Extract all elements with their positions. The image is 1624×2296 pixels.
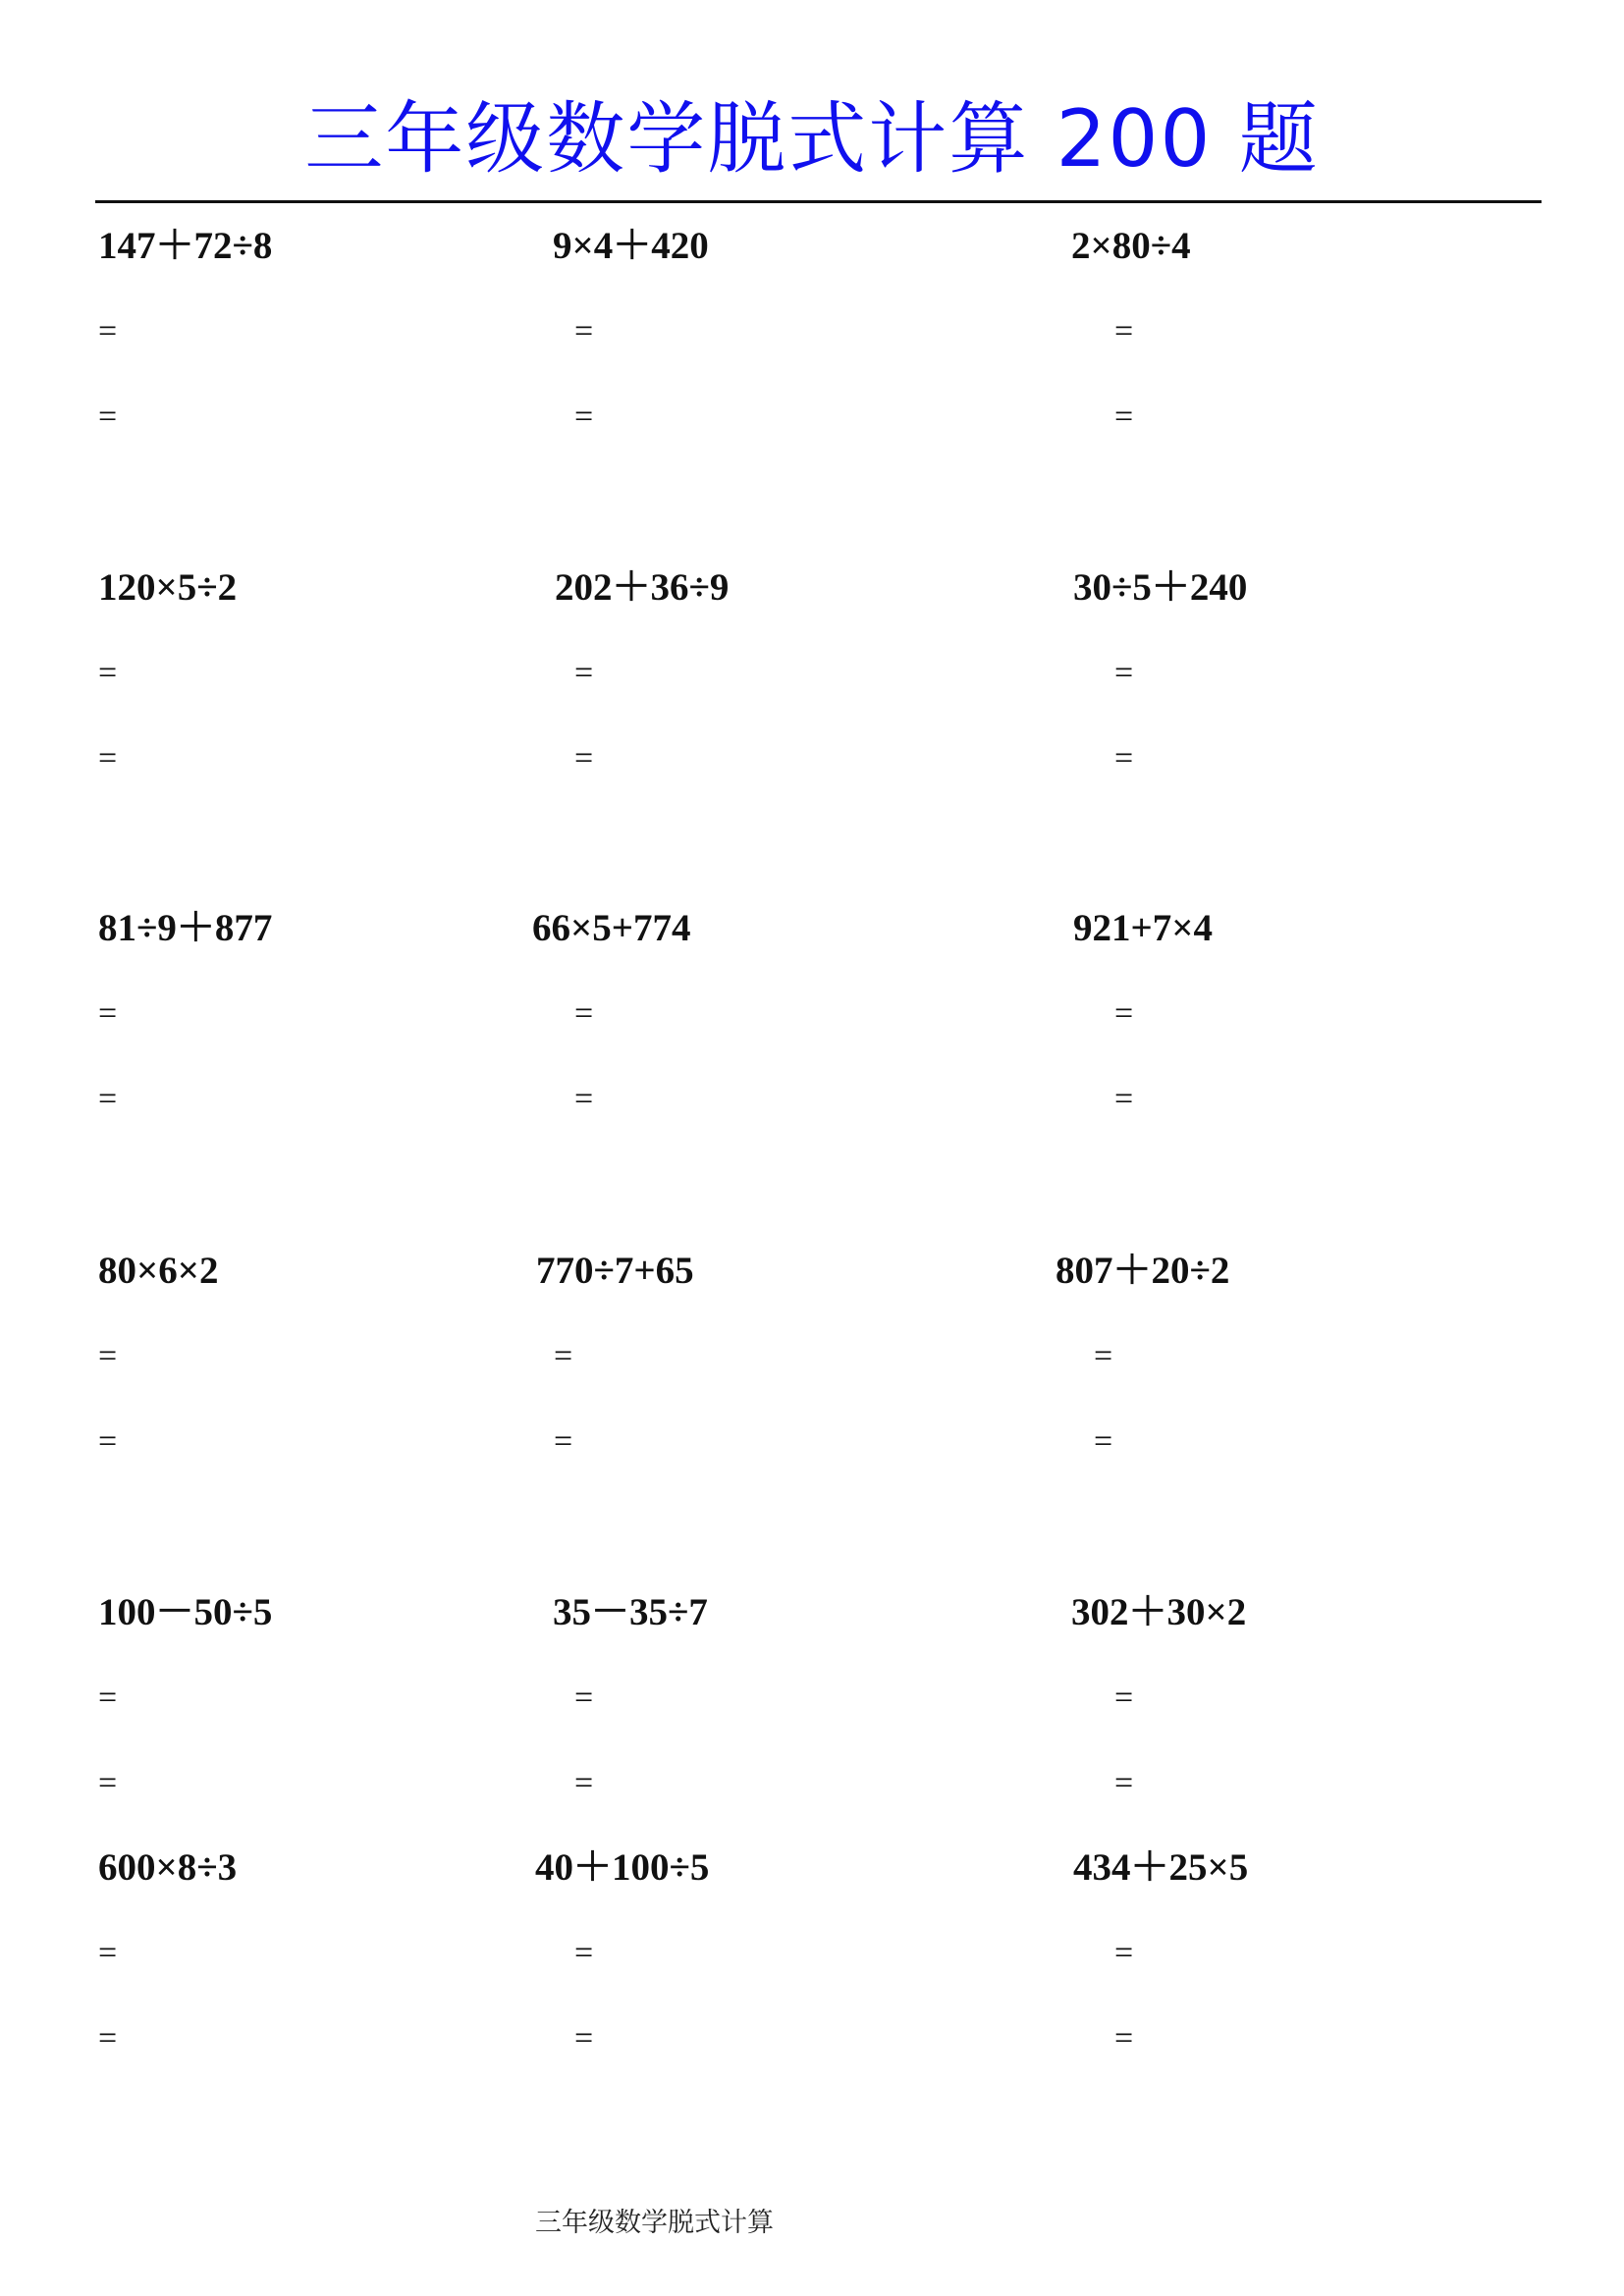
answer-equals-line: = [574, 1081, 594, 1117]
problem-expression: 921+7×4 [1073, 907, 1213, 949]
answer-equals-line: = [1094, 1423, 1113, 1460]
title-divider [95, 200, 1542, 203]
problem-expression: 2×80÷4 [1071, 225, 1191, 267]
answer-equals-line: = [98, 399, 118, 435]
answer-equals-line: = [98, 740, 118, 776]
answer-equals-line: = [98, 995, 118, 1032]
answer-equals-line: = [98, 1680, 118, 1716]
problem-expression: 9×4＋420 [553, 225, 709, 267]
problem-expression: 807＋20÷2 [1056, 1250, 1230, 1292]
problem-expression: 66×5+774 [532, 907, 691, 949]
problem-expression: 770÷7+65 [536, 1250, 694, 1292]
answer-equals-line: = [98, 1765, 118, 1801]
answer-equals-line: = [1114, 1081, 1134, 1117]
problem-expression: 202＋36÷9 [555, 566, 730, 609]
problem-expression: 302＋30×2 [1071, 1591, 1247, 1633]
page-title: 三年级数学脱式计算 200 题 [304, 93, 1320, 185]
problem-expression: 80×6×2 [98, 1250, 219, 1292]
answer-equals-line: = [98, 655, 118, 691]
answer-equals-line: = [98, 1935, 118, 1971]
answer-equals-line: = [554, 1423, 573, 1460]
answer-equals-line: = [574, 1935, 594, 1971]
answer-equals-line: = [574, 740, 594, 776]
answer-equals-line: = [574, 1680, 594, 1716]
problem-expression: 600×8÷3 [98, 1846, 238, 1889]
page-footer: 三年级数学脱式计算 [535, 2208, 774, 2238]
problem-expression: 35－35÷7 [553, 1591, 708, 1633]
answer-equals-line: = [1114, 313, 1134, 349]
answer-equals-line: = [98, 1423, 118, 1460]
answer-equals-line: = [1114, 1765, 1134, 1801]
answer-equals-line: = [574, 2020, 594, 2056]
problem-expression: 30÷5＋240 [1073, 566, 1248, 609]
answer-equals-line: = [98, 1338, 118, 1374]
problem-expression: 81÷9＋877 [98, 907, 273, 949]
problem-expression: 100－50÷5 [98, 1591, 273, 1633]
problem-expression: 120×5÷2 [98, 566, 238, 609]
problem-expression: 147＋72÷8 [98, 225, 273, 267]
answer-equals-line: = [98, 2020, 118, 2056]
answer-equals-line: = [554, 1338, 573, 1374]
answer-equals-line: = [1114, 655, 1134, 691]
answer-equals-line: = [98, 313, 118, 349]
answer-equals-line: = [1094, 1338, 1113, 1374]
answer-equals-line: = [1114, 1935, 1134, 1971]
problem-expression: 40＋100÷5 [535, 1846, 710, 1889]
answer-equals-line: = [574, 313, 594, 349]
answer-equals-line: = [574, 1765, 594, 1801]
answer-equals-line: = [98, 1081, 118, 1117]
answer-equals-line: = [574, 995, 594, 1032]
answer-equals-line: = [1114, 399, 1134, 435]
answer-equals-line: = [574, 655, 594, 691]
answer-equals-line: = [574, 399, 594, 435]
answer-equals-line: = [1114, 2020, 1134, 2056]
answer-equals-line: = [1114, 740, 1134, 776]
answer-equals-line: = [1114, 1680, 1134, 1716]
problem-expression: 434＋25×5 [1073, 1846, 1249, 1889]
answer-equals-line: = [1114, 995, 1134, 1032]
